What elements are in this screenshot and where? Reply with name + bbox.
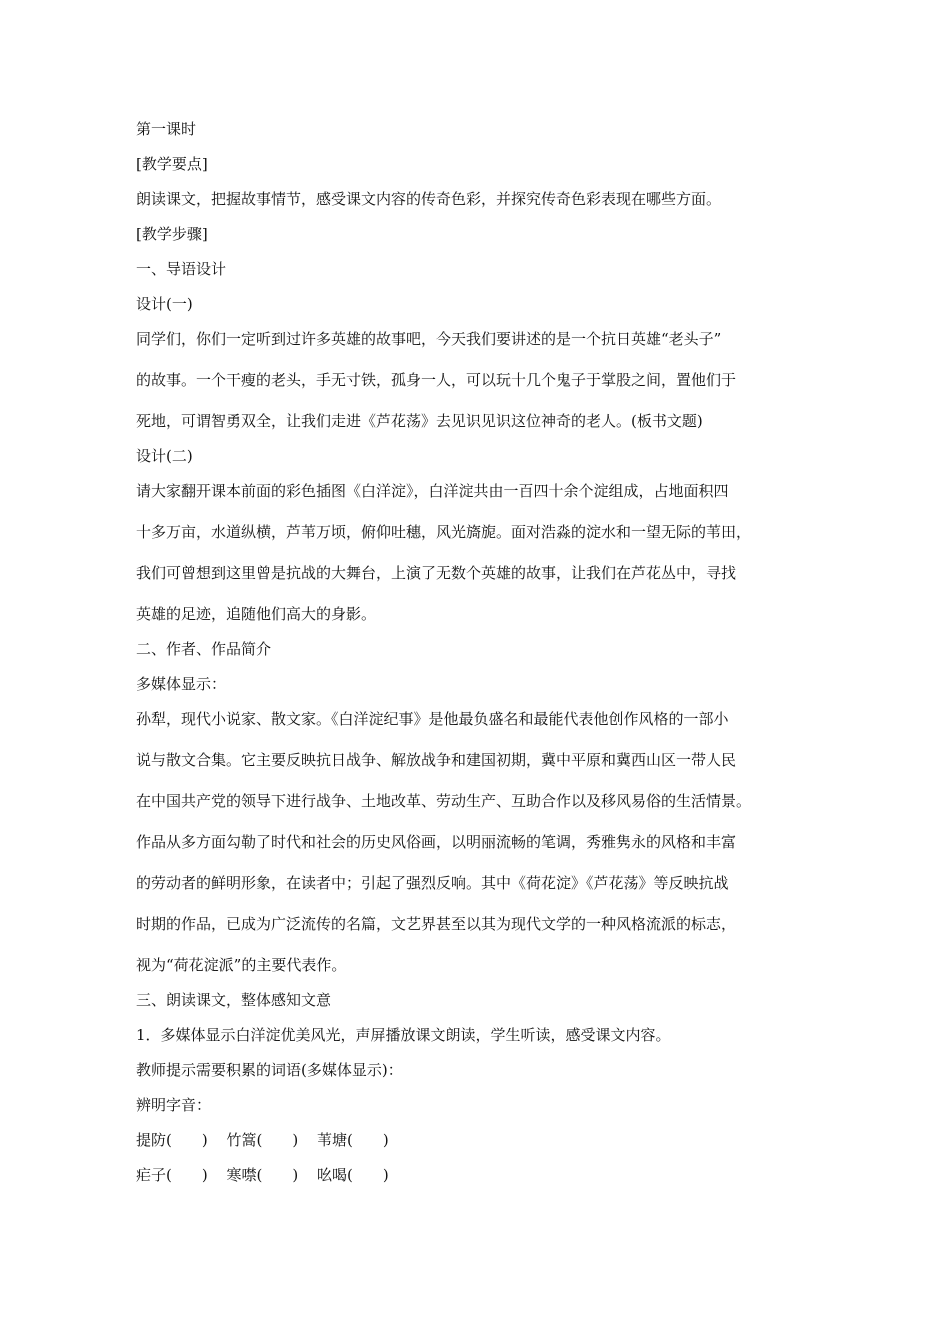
design1-heading: 设计(一)	[136, 295, 193, 313]
pronunciation-blank: 寒噤( )	[226, 1166, 299, 1184]
pronunciation-row-2	[136, 1164, 836, 1187]
paragraph-line: 英雄的足迹，追随他们高大的身影。	[136, 605, 377, 623]
steps-heading: [教学步骤]	[136, 225, 208, 243]
pronunciation-blank: 提防( )	[136, 1131, 208, 1149]
section3-heading: 三、朗读课文，整体感知文意	[136, 991, 332, 1009]
document-page	[136, 118, 836, 1187]
section1-heading: 一、导语设计	[136, 260, 227, 278]
design2-paragraph	[136, 480, 836, 626]
paragraph-line: 请大家翻开课本前面的彩色插图《白洋淀》，白洋淀共由一百四十余个淀组成，占地面积四	[136, 482, 729, 500]
pronunciation-label: 辨明字音：	[136, 1096, 212, 1114]
design2-heading: 设计(二)	[136, 447, 193, 465]
paragraph-line: 说与散文合集。它主要反映抗日战争、解放战争和建国初期，冀中平原和冀西山区一带人民	[136, 751, 737, 769]
section2-heading: 二、作者、作品简介	[136, 640, 272, 658]
paragraph-line: 时期的作品，已成为广泛流传的名篇，文艺界甚至以其为现代文学的一种风格流派的标志，	[136, 915, 737, 933]
author-intro-paragraph	[136, 708, 836, 977]
pronunciation-blank: 吆喝( )	[317, 1166, 389, 1184]
pronunciation-blank: 竹篙( )	[226, 1131, 299, 1149]
pronunciation-row-1	[136, 1129, 836, 1152]
vocab-prompt: 教师提示需要积累的词语(多媒体显示)：	[136, 1061, 403, 1079]
paragraph-line: 的故事。一个干瘦的老头，手无寸铁，孤身一人，可以玩十几个鬼子于掌股之间，置他们于	[136, 371, 737, 389]
paragraph-line: 我们可曾想到这里曾是抗战的大舞台，上演了无数个英雄的故事，让我们在芦花丛中，寻找	[136, 564, 737, 582]
paragraph-line: 死地，可谓智勇双全，让我们走进《芦花荡》去见识见识这位神奇的老人。(板书文题)	[136, 412, 703, 430]
paragraph-line: 十多万亩，水道纵横，芦苇万顷，俯仰吐穗，风光旖旎。面对浩淼的淀水和一望无际的苇田，	[136, 523, 752, 541]
design1-paragraph	[136, 328, 836, 433]
paragraph-line: 在中国共产党的领导下进行战争、土地改革、劳动生产、互助合作以及移风易俗的生活情景。	[136, 792, 752, 810]
key-points-heading: [教学要点]	[136, 155, 208, 173]
media-label: 多媒体显示：	[136, 675, 227, 693]
lesson-title: 第一课时	[136, 120, 197, 138]
paragraph-line: 同学们，你们一定听到过许多英雄的故事吧，今天我们要讲述的是一个抗日英雄“老头子”	[136, 330, 722, 348]
section3-item1: 1．多媒体显示白洋淀优美风光，声屏播放课文朗读，学生听读，感受课文内容。	[136, 1026, 671, 1044]
pronunciation-blank: 疟子( )	[136, 1166, 208, 1184]
pronunciation-blank: 苇塘( )	[317, 1131, 389, 1149]
key-points-text: 朗读课文，把握故事情节，感受课文内容的传奇色彩，并探究传奇色彩表现在哪些方面。	[136, 190, 722, 208]
paragraph-line: 视为“荷花淀派”的主要代表作。	[136, 956, 347, 974]
paragraph-line: 的劳动者的鲜明形象，在读者中；引起了强烈反响。其中《荷花淀》《芦花荡》等反映抗战	[136, 874, 729, 892]
paragraph-line: 孙犁，现代小说家、散文家。《白洋淀纪事》是他最负盛名和最能代表他创作风格的一部小	[136, 710, 729, 728]
paragraph-line: 作品从多方面勾勒了时代和社会的历史风俗画，以明丽流畅的笔调，秀雅隽永的风格和丰富	[136, 833, 737, 851]
